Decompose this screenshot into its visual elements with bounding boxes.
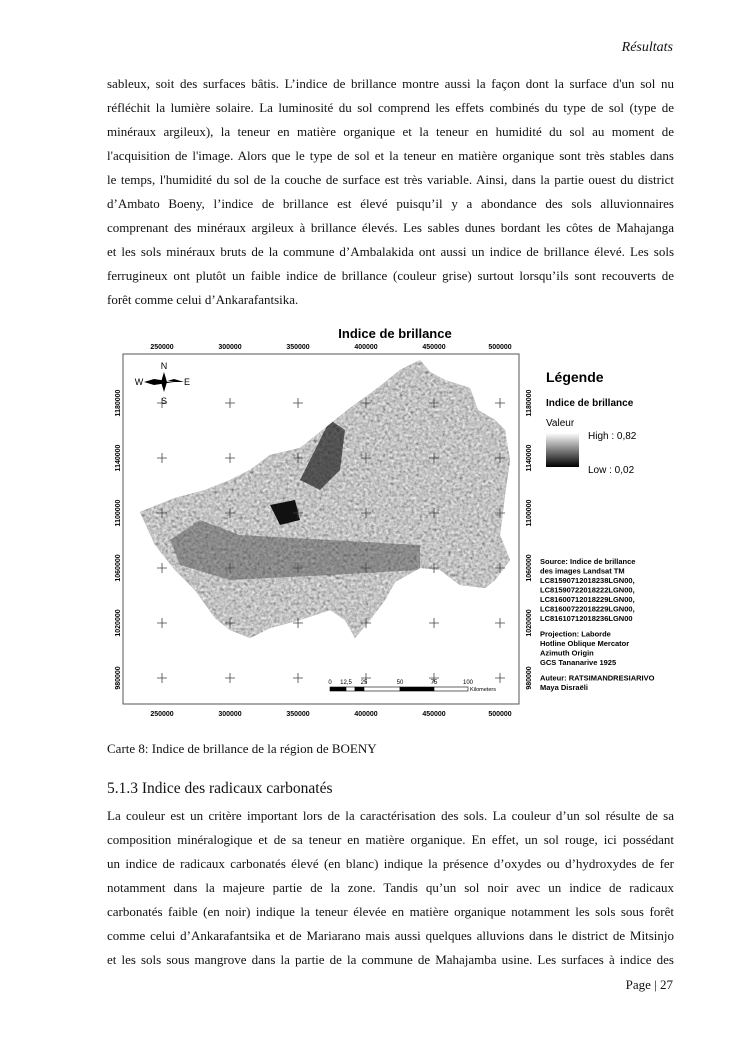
x-tick-label-top: 400000 xyxy=(354,344,378,351)
y-tick-label-right: 1100000 xyxy=(526,499,533,527)
text-line: le temps, l'humidité du sol de la couche de surface est très variable. Ainsi, dans la partie ouest du district xyxy=(107,172,674,187)
source-line: LC81590722018222LGN00, xyxy=(540,585,635,595)
text-line: et les sols sous mangrove dans la partie de la commune de Mahajamba usine. Les surfaces à indice des xyxy=(107,952,674,967)
y-tick-label-left: 1020000 xyxy=(115,609,122,637)
x-tick-label-top: 300000 xyxy=(218,344,242,351)
scale-unit: Kilometers xyxy=(470,687,496,693)
y-tick-label-left: 1140000 xyxy=(115,444,122,472)
north-arrow xyxy=(135,361,190,406)
legend-gradient xyxy=(546,433,579,467)
scale-label: 50 xyxy=(396,680,404,686)
x-tick-label-top: 500000 xyxy=(488,344,512,351)
grid-cross xyxy=(157,453,167,463)
projection-line: Projection: Laborde xyxy=(540,629,611,639)
region-raster xyxy=(130,355,520,645)
y-tick-label-left: 1180000 xyxy=(115,389,122,417)
y-tick-label-left: 980000 xyxy=(115,666,122,690)
y-tick-label-right: 980000 xyxy=(526,666,533,690)
text-line: d’Ambato Boeny, l’indice de brillance est élevé puisqu’il y a abondance des sols alluvionnaires xyxy=(107,196,674,211)
projection-line: GCS Tananarive 1925 xyxy=(540,658,617,667)
y-tick-label-left: 1060000 xyxy=(115,554,122,582)
text-line: comprenant des minéraux argileux à brillance élevés. Les sables dunes bordant les côtes de Mahajanga xyxy=(107,220,674,235)
projection-line: Azimuth Origin xyxy=(540,648,594,658)
y-tick-label-right: 1180000 xyxy=(526,389,533,417)
x-tick-label-top: 450000 xyxy=(422,344,446,351)
grid-cross xyxy=(293,673,303,683)
grid-cross xyxy=(157,618,167,628)
scale-label: 25 xyxy=(360,680,368,686)
x-tick-label-bottom: 500000 xyxy=(488,711,512,718)
text-line: comme celui d’Ankarafantsika et de Mariarano mais aussi quelques alluvions dans le district de Mitsinjo xyxy=(107,928,674,943)
grid-cross xyxy=(225,398,235,408)
x-tick-label-bottom: 350000 xyxy=(286,711,310,718)
text-line: réfléchit la lumière solaire. La luminosité du sol comprend les effets combinés du type de sol (type de xyxy=(107,100,674,115)
y-tick-label-right: 1020000 xyxy=(526,609,533,637)
text-line: un indice de radicaux carbonatés élevé (en blanc) indique la présence d’oxydes ou d’hydroxydes de fer xyxy=(107,856,674,871)
paragraph-radicaux xyxy=(107,804,674,972)
grid-cross xyxy=(293,398,303,408)
running-header: Résultats xyxy=(621,40,673,55)
text-line: composition minéralogique et de sa teneur en matière organique. En effet, un sol rouge, ici possédant xyxy=(107,832,674,847)
x-tick-label-top: 350000 xyxy=(286,344,310,351)
map-legend xyxy=(540,369,655,692)
map-caption: Carte 8: Indice de brillance de la région de BOENY xyxy=(107,741,377,756)
x-tick-label-top: 250000 xyxy=(150,344,174,351)
source-line: LC81590712018238LGN00, xyxy=(540,576,635,585)
scale-label: 0 xyxy=(328,680,332,686)
source-line: LC81600712018229LGN00, xyxy=(540,595,635,604)
map-title: Indice de brillance xyxy=(338,326,452,341)
x-tick-label-bottom: 250000 xyxy=(150,711,174,718)
paragraph-brillance xyxy=(107,72,674,312)
grid-cross xyxy=(429,618,439,628)
grid-cross xyxy=(157,673,167,683)
author-line: Maya Disraëli xyxy=(540,683,588,692)
y-tick-label-right: 1060000 xyxy=(526,554,533,582)
text-line: forêt comme celui d’Ankarafantsika. xyxy=(107,292,299,307)
text-line: La couleur est un critère important lors de la caractérisation des sols. La couleur d’un sol résulte de sa xyxy=(107,808,674,823)
text-line: sableux, soit des surfaces bâtis. L’indice de brillance montre aussi la façon dont la surface d'un sol nu xyxy=(107,76,674,91)
map-indice-brillance xyxy=(0,320,745,720)
scale-label: 100 xyxy=(462,680,474,686)
y-tick-label-left: 1100000 xyxy=(115,499,122,527)
source-line: LC81610712018236LGN00 xyxy=(540,614,633,623)
scale-bar xyxy=(328,680,496,693)
grid-cross xyxy=(495,618,505,628)
grid-cross xyxy=(225,673,235,683)
scale-label: 12,5 xyxy=(340,680,352,686)
svg-text:Indice de brillance: Indice de brillance xyxy=(546,398,634,409)
x-tick-label-bottom: 450000 xyxy=(422,711,446,718)
svg-text:N: N xyxy=(160,361,168,371)
text-line: minéraux argileux), la teneur en matière organique et la teneur en humidité du sol au moment de xyxy=(107,124,674,139)
svg-text:High : 0,82: High : 0,82 xyxy=(588,431,637,442)
projection-line: Hotline Oblique Mercator xyxy=(540,639,630,648)
scale-label: 75 xyxy=(430,680,438,686)
source-line: Source: Indice de brillance xyxy=(540,557,636,566)
x-tick-label-bottom: 300000 xyxy=(218,711,242,718)
grid-cross xyxy=(495,398,505,408)
section-heading: 5.1.3 Indice des radicaux carbonatés xyxy=(107,780,333,797)
grid-cross xyxy=(495,673,505,683)
svg-text:W: W xyxy=(134,377,144,387)
source-line: des images Landsat TM xyxy=(540,566,625,576)
x-tick-label-bottom: 400000 xyxy=(354,711,378,718)
svg-text:S: S xyxy=(160,396,168,406)
text-line: et les sols minéraux bruts de la commune d’Ambalakida ont aussi un indice de brillance élevé. Les sols xyxy=(107,244,674,259)
text-line: ferrugineux ont plutôt un faible indice de brillance (couleur grise) surtout lorsqu’ils sont recouverts de xyxy=(107,268,674,283)
text-line: notamment dans la majeure partie de la zone. Tandis qu’un sol noir avec un indice de radicaux xyxy=(107,880,674,895)
author-line: Auteur: RATSIMANDRESIARIVO xyxy=(540,673,655,683)
text-line: carbonatés faible (en noir) indique la teneur élevée en matière organique notamment les sols sous forêt xyxy=(107,904,674,919)
svg-text:Légende: Légende xyxy=(546,369,604,385)
svg-text:E: E xyxy=(183,377,191,387)
grid-cross xyxy=(157,563,167,573)
page-number: Page | 27 xyxy=(625,977,673,992)
svg-text:Low : 0,02: Low : 0,02 xyxy=(588,465,635,476)
svg-text:Valeur: Valeur xyxy=(546,418,575,429)
text-line: l'acquisition de l'image. Alors que le type de sol et la teneur en matière organique sont très stables dans xyxy=(107,148,674,163)
grid-cross xyxy=(225,453,235,463)
y-tick-label-right: 1140000 xyxy=(526,444,533,472)
source-line: LC81600722018229LGN00, xyxy=(540,604,635,614)
